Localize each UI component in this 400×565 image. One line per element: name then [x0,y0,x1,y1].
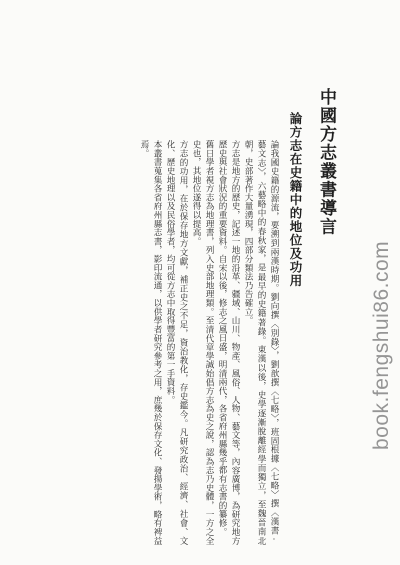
paragraph: 方志是地方的歷史，記述一地的沿革、疆域、山川、物產、風俗、人物、藝文等，內容廣博，為研究地方歷史與社會狀況的重要資料。自宋以後，修志之風日盛，明清兩代，各省府州縣幾乎都有志書的纂修。 [217,140,240,545]
watermark-text: book.fengshui86.com [370,240,393,450]
paragraph: 舊日學者視方志為地理書，列入史部地理類。至清代章學誠始倡方志為史之說，認為志乃史體，一方之全史也，其地位遂得以提高。 [191,140,214,545]
page-title: 中國方志叢書導言 [316,88,336,236]
paragraph: 方志的功用，在於保存地方文獻，補正史之不足，資治教化，存史鑑今。凡研究政治、經濟、社會、文化、歷史地理以及民俗學者，均可從方志中取得豐富的第一手資料。 [165,140,188,545]
page-subtitle: 論方志在史籍中的地位及功用 [288,112,303,288]
paragraph: 本叢書蒐集各省府州縣志書，影印流通，以供學者研究參考之用，庶幾於保存文化、發揚學術，略有裨益焉。 [139,140,162,545]
body-text [6,140,280,545]
paragraph: 論我國史籍的源流，要溯到兩漢時期。劉向撰〈別錄〉，劉歆撰〈七略〉，班固根據〈七略〉撰〈漢書·藝文志〉，六藝略中的春秋家，是最早的史籍著錄。東漢以後，史學逐漸脫離經學而獨立，至魏晉南北朝，史部著作大量湧現，四部分類法乃告確立。 [243,140,279,545]
